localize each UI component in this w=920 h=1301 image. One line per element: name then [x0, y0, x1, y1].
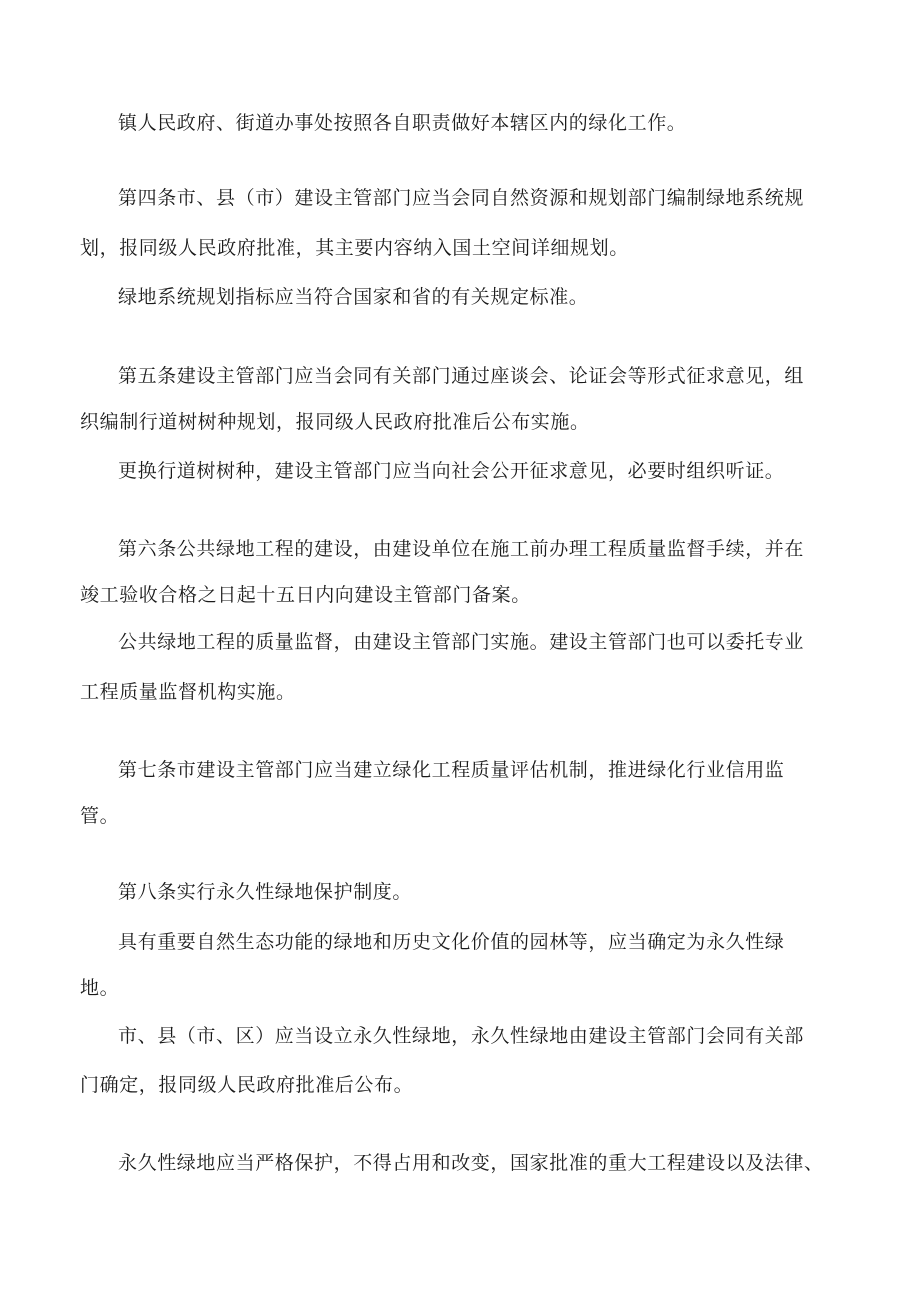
text-line-14: 第八条实行永久性绿地保护制度。 — [118, 881, 413, 903]
text-line-12: 第七条市建设主管部门应当建立绿化工程质量评估机制，推进绿化行业信用监 — [118, 759, 785, 781]
text-line-9: 竣工验收合格之日起十五日内向建设主管部门备案。 — [80, 584, 531, 606]
text-line-13: 管。 — [80, 805, 120, 827]
text-line-3: 划，报同级人民政府批准，其主要内容纳入国土空间详细规划。 — [80, 237, 629, 259]
text-line-2: 第四条市、县（市）建设主管部门应当会同自然资源和规划部门编制绿地系统规 — [118, 187, 805, 209]
text-line-17: 市、县（市、区）应当设立永久性绿地，永久性绿地由建设主管部门会同有关部 — [118, 1025, 805, 1047]
text-line-7: 更换行道树树种，建设主管部门应当向社会公开征求意见，必要时组织听证。 — [118, 460, 785, 482]
text-line-18: 门确定，报同级人民政府批准后公布。 — [80, 1074, 414, 1096]
text-line-8: 第六条公共绿地工程的建设，由建设单位在施工前办理工程质量监督手续，并在 — [118, 538, 805, 560]
text-line-16: 地。 — [80, 977, 120, 999]
text-line-5: 第五条建设主管部门应当会同有关部门通过座谈会、论证会等形式征求意见，组 — [118, 365, 805, 387]
text-line-11: 工程质量监督机构实施。 — [80, 681, 296, 703]
text-line-6: 织编制行道树树种规划，报同级人民政府批准后公布实施。 — [80, 411, 590, 433]
text-line-4: 绿地系统规划指标应当符合国家和省的有关规定标准。 — [118, 286, 589, 308]
text-line-19: 永久性绿地应当严格保护，不得占用和改变，国家批准的重大工程建设以及法律、 — [118, 1152, 824, 1174]
text-line-1: 镇人民政府、街道办事处按照各自职责做好本辖区内的绿化工作。 — [118, 112, 687, 134]
text-line-10: 公共绿地工程的质量监督，由建设主管部门实施。建设主管部门也可以委托专业 — [118, 631, 805, 653]
text-line-15: 具有重要自然生态功能的绿地和历史文化价值的园林等，应当确定为永久性绿 — [118, 931, 785, 953]
